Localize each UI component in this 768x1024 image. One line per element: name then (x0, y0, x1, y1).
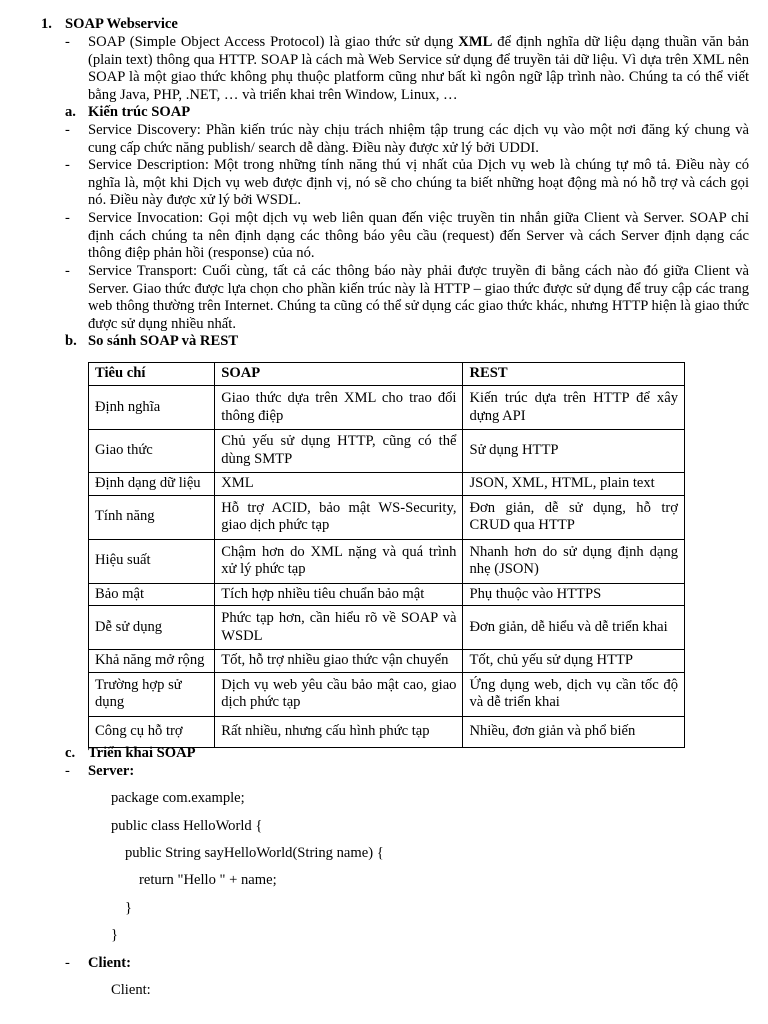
table-cell: Đơn giản, dễ hiểu và dễ triển khai (463, 606, 685, 650)
table-cell: Phức tạp hơn, cần hiểu rõ về SOAP và WSDL (215, 606, 463, 650)
list-dash: - (65, 157, 70, 173)
comparison-table (88, 362, 685, 748)
table-row (89, 430, 685, 473)
table-cell: Nhanh hơn do sử dụng định dạng nhẹ (JSON) (463, 539, 685, 583)
section-number: 1. (41, 16, 52, 32)
list-item-service-invocation: Service Invocation: Gọi một dịch vụ web liên quan đến việc truyền tin nhắn giữa Client và Server. SOAP chỉ định cách chúng ta nên định dạng các thông báo yêu cầu (request) đến Server và cách Server định dạng các thông điệp phản hồi (response) của nó. (88, 210, 749, 262)
table-row (89, 606, 685, 650)
intro-paragraph (88, 34, 749, 104)
table-cell: Bảo mật (89, 583, 215, 606)
server-label: Server: (88, 763, 135, 779)
table-cell: Định nghĩa (89, 386, 215, 430)
table-cell: Công cụ hỗ trợ (89, 716, 215, 747)
table-row (89, 583, 685, 606)
table-cell: Hỗ trợ ACID, bảo mật WS-Security, giao dịch phức tạp (215, 495, 463, 539)
list-item-service-description: Service Description: Một trong những tính năng thú vị nhất của Dịch vụ web là chúng tự mô tả. Điều này có nghĩa là, một khi Dịch vụ web được định vị, nó sẽ cho chúng ta biết những hoạt động mà nó hỗ trợ và cách gọi nó. Điều này được xử lý bởi WSDL. (88, 157, 749, 209)
table-row (89, 672, 685, 716)
table-header-cell: Tiêu chí (89, 363, 215, 386)
table-cell: Tốt, chủ yếu sử dụng HTTP (463, 650, 685, 673)
list-item-service-discovery: Service Discovery: Phần kiến trúc này chịu trách nhiệm tập trung các dịch vụ vào một nơi đăng ký chung và cung cấp chức năng publish/ search dễ dàng. Điều này được xử lý bởi UDDI. (88, 122, 749, 156)
table-cell: Giao thức (89, 430, 215, 473)
client-code-line: Client: (111, 982, 151, 998)
table-cell: Định dạng dữ liệu (89, 473, 215, 496)
table-cell: Kiến trúc dựa trên HTTP để xây dựng API (463, 386, 685, 430)
table-cell: Hiệu suất (89, 539, 215, 583)
table-cell: Nhiều, đơn giản và phổ biến (463, 716, 685, 747)
table-cell: JSON, XML, HTML, plain text (463, 473, 685, 496)
sub-a-title: Kiến trúc SOAP (88, 104, 191, 120)
table-cell: Sử dụng HTTP (463, 430, 685, 473)
table-cell: Giao thức dựa trên XML cho trao đổi thông điệp (215, 386, 463, 430)
section-title: SOAP Webservice (65, 16, 178, 32)
table-header-cell: SOAP (215, 363, 463, 386)
table-row (89, 386, 685, 430)
table-cell: Chậm hơn do XML nặng và quá trình xử lý phức tạp (215, 539, 463, 583)
table-cell: Tính năng (89, 495, 215, 539)
sub-c-letter: c. (65, 745, 76, 761)
table-header-cell: REST (463, 363, 685, 386)
sub-a-letter: a. (65, 104, 76, 120)
table-row (89, 539, 685, 583)
table-cell: Chủ yếu sử dụng HTTP, cũng có thể dùng SMTP (215, 430, 463, 473)
intro-text-b: để định nghĩa dữ liệu dạng thuần văn bản (plain text) thông qua HTTP. SOAP là cách mà Web Service sử dụng để truyền tải dữ liệu. Vì dựa trên XML nên SOAP là một giao thức không phụ thuộc platform cũng như bất kì ngôn ngữ lập trình nào. Chúng ta có thể viết bằng Java, PHP, .NET, … và triển khai trên Window, Linux, … (88, 34, 749, 103)
list-dash: - (65, 210, 70, 226)
intro-text-a: SOAP (Simple Object Access Protocol) là giao thức sử dụng (88, 34, 459, 50)
sub-b-letter: b. (65, 333, 77, 349)
code-line: public class HelloWorld { (111, 818, 263, 834)
table-row (89, 716, 685, 747)
table-cell: Ứng dụng web, dịch vụ cần tốc độ và dễ triển khai (463, 672, 685, 716)
list-dash: - (65, 34, 70, 50)
code-line: package com.example; (111, 790, 245, 806)
table-cell: Trường hợp sử dụng (89, 672, 215, 716)
code-line: public String sayHelloWorld(String name) { (125, 845, 384, 861)
table-cell: Rất nhiều, nhưng cấu hình phức tạp (215, 716, 463, 747)
table-row (89, 473, 685, 496)
table-cell: Đơn giản, dễ sử dụng, hỗ trợ CRUD qua HTTP (463, 495, 685, 539)
list-item-service-transport: Service Transport: Cuối cùng, tất cả các thông báo này phải được truyền đi bằng cách nào đó giữa Client và Server. Giao thức được lựa chọn cho phần kiến trúc này là HTTP – giao thức được sử dụng để truy cập các trang web thông thường trên Internet. Chúng ta cũng có thể sử dụng các giao thức khác, nhưng HTTP hiện là giao thức được sử dụng nhiều nhất. (88, 263, 749, 332)
code-line: return "Hello " + name; (139, 872, 277, 888)
code-line: } (125, 900, 133, 916)
sub-c-title: Triển khai SOAP (88, 745, 196, 761)
intro-bold-xml: XML (458, 34, 493, 50)
table-row (89, 650, 685, 673)
table-row (89, 495, 685, 539)
list-dash: - (65, 763, 70, 779)
list-dash: - (65, 122, 70, 138)
table-cell: XML (215, 473, 463, 496)
table-cell: Dịch vụ web yêu cầu bảo mật cao, giao dịch phức tạp (215, 672, 463, 716)
code-line: } (111, 927, 119, 943)
table-cell: Khả năng mở rộng (89, 650, 215, 673)
table-cell: Phụ thuộc vào HTTPS (463, 583, 685, 606)
table-header-row (89, 363, 685, 386)
client-label: Client: (88, 955, 131, 971)
table-cell: Tốt, hỗ trợ nhiều giao thức vận chuyển (215, 650, 463, 673)
list-dash: - (65, 955, 70, 971)
sub-b-title: So sánh SOAP và REST (88, 333, 239, 349)
table-cell: Tích hợp nhiều tiêu chuẩn bảo mật (215, 583, 463, 606)
table-cell: Dễ sử dụng (89, 606, 215, 650)
list-dash: - (65, 263, 70, 279)
